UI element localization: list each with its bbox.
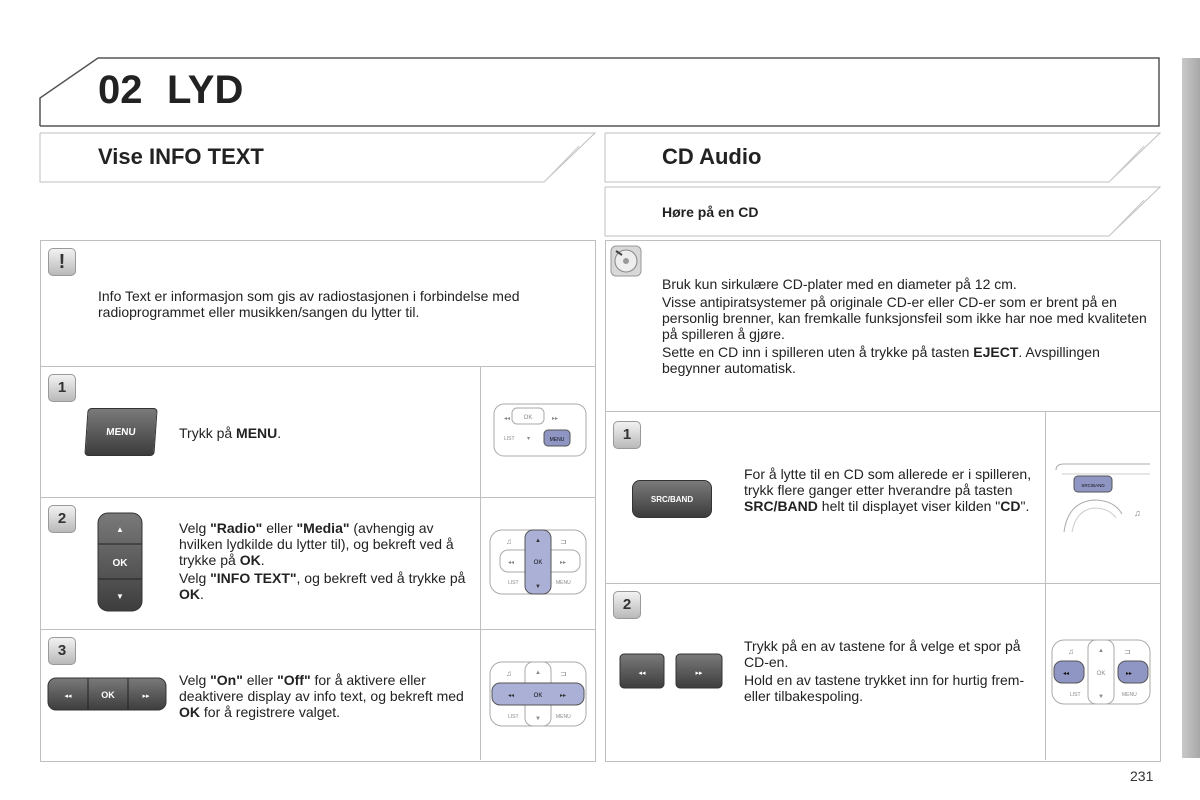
svg-text:OK: OK (533, 560, 543, 566)
divider (41, 497, 595, 498)
svg-text:◂◂: ◂◂ (1063, 671, 1070, 677)
svg-text:▼: ▼ (1098, 694, 1104, 700)
cd-info-icon (610, 245, 642, 277)
cd-step-2-badge: 2 (613, 591, 641, 619)
svg-text:OK: OK (101, 690, 115, 700)
divider (1045, 412, 1046, 760)
step-1-text: Trykk på MENU. (179, 425, 282, 441)
cd-info-p2: Visse antipiratsystemer på originale CD-er eller CD-er som er brent på en personlig brenner, kan fremkalle funksjonsfeil som ikke har noe med kvaliteten på spilleren å gjøre. (662, 294, 1147, 342)
svg-text:▲: ▲ (535, 538, 541, 544)
svg-text:♫: ♫ (1068, 647, 1074, 656)
step-2-text: Velg "Radio" eller "Media" (avhengig av hvilken lydkilde du lytter til), og bekreft ved å trykke på OK. Velg "INFO TEXT", og bekreft ved å trykke på OK. (179, 520, 466, 602)
src-band-panel-diagram (1054, 462, 1152, 534)
seek-buttons-illustration (618, 652, 724, 690)
chapter-title: LYD (167, 68, 244, 112)
svg-text:▸▸: ▸▸ (552, 416, 559, 422)
svg-text:MENU: MENU (1122, 692, 1137, 698)
nav-control-diagram (488, 526, 588, 598)
svg-text:LIST: LIST (504, 436, 515, 442)
svg-text:OK: OK (533, 693, 543, 699)
menu-button-illustration: MENU (84, 408, 157, 456)
svg-text:▲: ▲ (535, 670, 541, 676)
svg-text:MENU: MENU (549, 437, 565, 443)
svg-text:OK: OK (523, 415, 533, 421)
svg-text:♫: ♫ (506, 669, 512, 678)
cd-info-p1: Bruk kun sirkulære CD-plater med en diameter på 12 cm. (662, 276, 1017, 292)
svg-text:SRC/BAND: SRC/BAND (1081, 483, 1105, 488)
svg-text:LIST: LIST (1070, 692, 1081, 698)
svg-text:▲: ▲ (1098, 648, 1104, 654)
seek-control-diagram (1050, 636, 1152, 708)
menu-control-diagram (492, 400, 588, 460)
divider (606, 583, 1160, 584)
svg-text:◂◂: ◂◂ (64, 693, 72, 700)
svg-text:⊐: ⊐ (1124, 647, 1131, 656)
step-1-badge: 1 (48, 374, 76, 402)
chapter-side-tab (1182, 58, 1200, 758)
nav-control-diagram (488, 658, 588, 730)
cd-info-text: Bruk kun sirkulære CD-plater med en diameter på 12 cm. Visse antipiratsystemer på originale CD-er eller CD-er som er brent på en personlig brenner, kan fremkalle funksjonsfeil som ikke har noe med kvaliteten på spilleren å gjøre. Sette en CD inn i spilleren uten å trykke på tasten EJECT. Avspillingen begynner automatisk. (662, 276, 1152, 378)
svg-text:▼: ▼ (535, 716, 541, 722)
svg-text:▸▸: ▸▸ (560, 560, 567, 566)
chapter-number: 02 (98, 68, 143, 112)
step-3-badge: 3 (48, 637, 76, 665)
svg-text:▲: ▲ (116, 525, 124, 534)
svg-text:◂◂: ◂◂ (638, 670, 646, 677)
warning-text: Info Text er informasjon som gis av radiostasjonen i forbindelse med radioprogrammet eller musikken/sangen du lytter til. (98, 288, 520, 320)
src-band-button-illustration: SRC/BAND (632, 480, 712, 518)
divider (41, 629, 595, 630)
svg-text:OK: OK (112, 558, 128, 569)
svg-text:▼: ▼ (535, 584, 541, 590)
svg-text:♫: ♫ (1134, 508, 1141, 518)
svg-text:♫: ♫ (506, 537, 512, 546)
divider (41, 366, 595, 367)
right-subheading: Høre på en CD (662, 204, 759, 220)
svg-text:⊐: ⊐ (560, 669, 567, 678)
svg-text:LIST: LIST (508, 714, 519, 720)
step-2-badge: 2 (48, 505, 76, 533)
svg-text:▸▸: ▸▸ (142, 693, 150, 700)
cd-step-2-text: Trykk på en av tastene for å velge et spor på CD-en. Hold en av tastene trykket inn for hurtig frem- eller tilbakespoling. (744, 638, 1025, 704)
svg-text:LIST: LIST (508, 580, 519, 586)
svg-text:▾: ▾ (527, 436, 531, 442)
svg-text:◂◂: ◂◂ (504, 416, 511, 422)
left-ok-right-button-illustration (46, 676, 168, 712)
cd-step-1-badge: 1 (613, 421, 641, 449)
right-heading: CD Audio (662, 144, 762, 169)
page-number: 231 (1130, 768, 1154, 784)
divider (606, 411, 1160, 412)
up-down-ok-button-illustration (96, 511, 144, 613)
warning-icon: ! (48, 248, 76, 276)
cd-step-1-text: For å lytte til en CD som allerede er i spilleren, trykk flere ganger etter hverandre på tasten SRC/BAND helt til displayet viser kilden "CD". (744, 466, 1032, 514)
left-heading: Vise INFO TEXT (98, 144, 264, 169)
svg-text:▸▸: ▸▸ (1126, 671, 1133, 677)
svg-text:◂◂: ◂◂ (508, 693, 515, 699)
divider (480, 367, 481, 760)
svg-text:⊐: ⊐ (560, 537, 567, 546)
svg-text:OK: OK (1096, 671, 1106, 677)
svg-text:MENU: MENU (556, 580, 571, 586)
svg-text:▸▸: ▸▸ (695, 670, 703, 677)
svg-text:▸▸: ▸▸ (560, 693, 567, 699)
svg-text:◂◂: ◂◂ (508, 560, 515, 566)
svg-text:MENU: MENU (556, 714, 571, 720)
step-3-text: Velg "On" eller "Off" for å aktivere eller deaktivere display av info text, og bekreft med OK for å registrere valget. (179, 672, 464, 720)
svg-text:▼: ▼ (116, 592, 124, 601)
